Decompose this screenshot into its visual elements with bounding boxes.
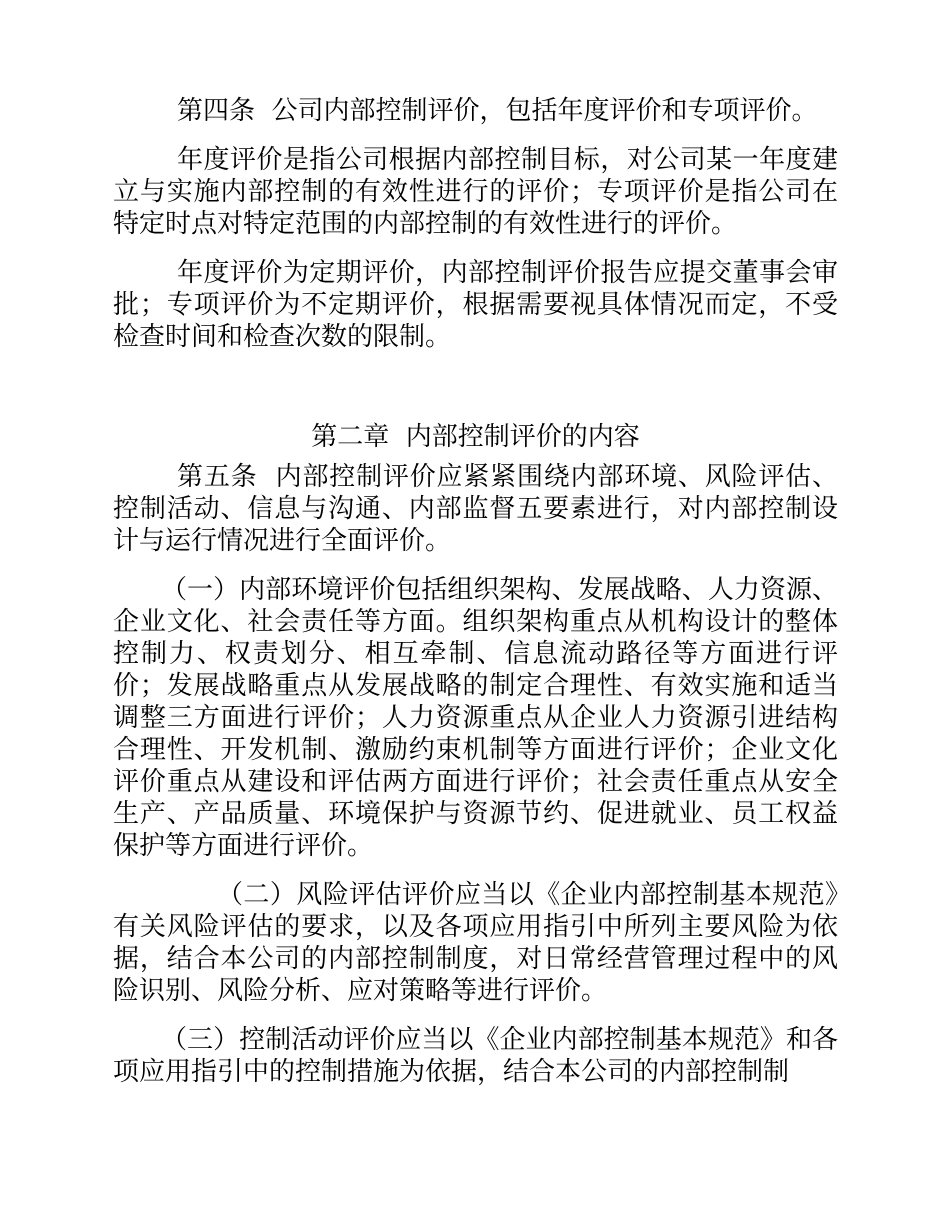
item-2-risk-assessment-paragraph: （二）风险评估评价应当以《企业内部控制基本规范》有关风险评估的要求，以及各项应用指引中所列主要风险为依据，结合本公司的内部控制制度，对日常经营管理过程中的风险识别、风险分析、应对策略等进行评价。 (113, 880, 838, 1006)
article-4-body: 公司内部控制评价，包括年度评价和专项评价。 (271, 96, 818, 126)
article-5-body: 内部控制评价应紧紧围绕内部环境、风险评估、控制活动、信息与沟通、内部监督五要素进行，对内部控制设计与运行情况进行全面评价。 (113, 462, 838, 556)
chapter-2-number: 第二章 (311, 422, 390, 452)
item-3-control-activities-paragraph: （三）控制活动评价应当以《企业内部控制基本规范》和各项应用指引中的控制措施为依据，结合本公司的内部控制制 (113, 1025, 838, 1087)
article-5-paragraph (113, 461, 838, 557)
article-5-title: 第五条 (177, 462, 258, 492)
annual-evaluation-periodic-paragraph: 年度评价为定期评价，内部控制评价报告应提交董事会审批；专项评价为不定期评价，根据需要视具体情况而定，不受检查时间和检查次数的限制。 (113, 258, 838, 352)
article-4-paragraph (113, 95, 838, 127)
chapter-2-heading (113, 421, 838, 453)
chapter-2-title: 内部控制评价的内容 (405, 422, 640, 452)
article-4-title: 第四条 (177, 96, 256, 126)
item-1-internal-environment-paragraph: （一）内部环境评价包括组织架构、发展战略、人力资源、企业文化、社会责任等方面。组织架构重点从机构设计的整体控制力、权责划分、相互牵制、信息流动路径等方面进行评价；发展战略重点从发展战略的制定合理性、有效实施和适当调整三方面进行评价；人力资源重点从企业人力资源引进结构合理性、开发机制、激励约束机制等方面进行评价；企业文化评价重点从建设和评估两方面进行评价；社会责任重点从安全生产、产品质量、环境保护与资源节约、促进就业、员工权益保护等方面进行评价。 (113, 575, 838, 861)
annual-evaluation-definition-paragraph: 年度评价是指公司根据内部控制目标，对公司某一年度建立与实施内部控制的有效性进行的评价；专项评价是指公司在特定时点对特定范围的内部控制的有效性进行的评价。 (113, 145, 838, 239)
document-page (113, 95, 838, 1088)
